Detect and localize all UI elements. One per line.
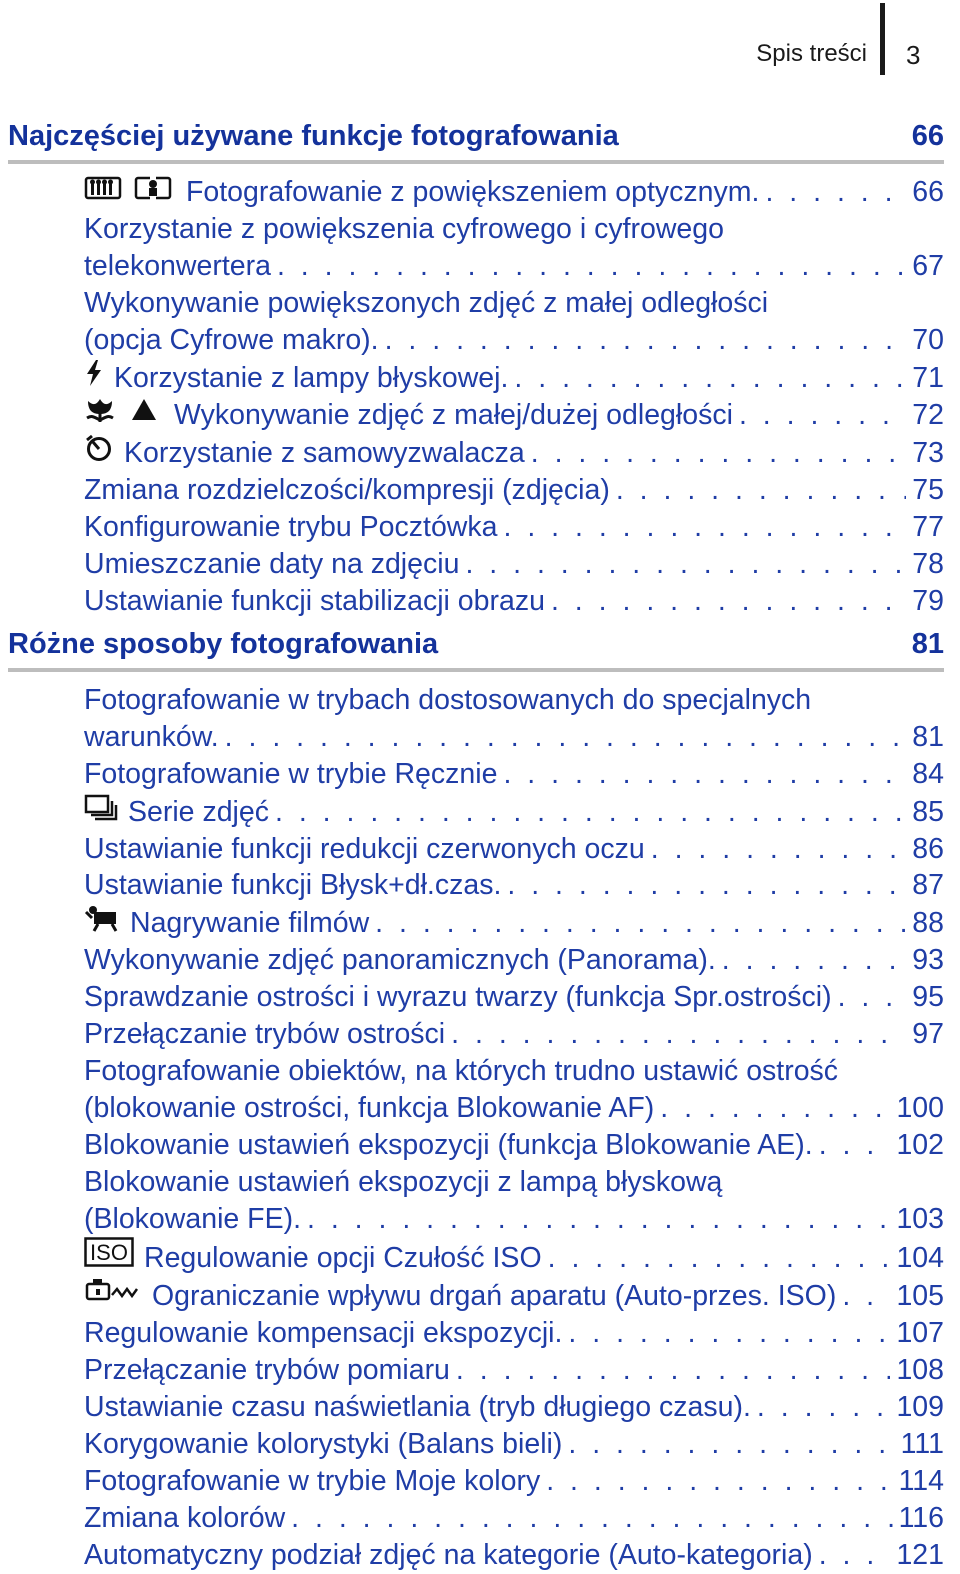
toc-entry-page-number: 105 (896, 1280, 944, 1313)
svg-text:ISO: ISO (90, 1240, 128, 1266)
zoom-tele-wide-icon (84, 175, 176, 201)
dot-leader (277, 248, 906, 285)
page-number: 3 (906, 40, 921, 70)
toc-entry[interactable] (84, 434, 944, 472)
movie-icon (84, 904, 120, 932)
toc-entry[interactable] (84, 682, 944, 756)
toc-entry-row (84, 472, 944, 509)
toc-entry-title: warunków. (84, 720, 219, 753)
dot-leader (385, 322, 907, 359)
dot-leader (568, 1315, 890, 1352)
toc-entry-page-number: 70 (912, 323, 944, 356)
toc-entry-row (84, 546, 944, 583)
dot-leader (765, 174, 906, 211)
toc-entry-row (84, 867, 944, 904)
dot-leader (465, 546, 906, 583)
toc-entry-page-number: 100 (896, 1091, 944, 1124)
toc-entry-title: Przełączanie trybów ostrości (84, 1018, 446, 1051)
toc-entry[interactable] (84, 831, 944, 868)
toc-entry-page-number: 87 (912, 869, 944, 902)
shake-reduction-icon (84, 1277, 142, 1305)
toc-entry-list (84, 682, 944, 1574)
toc-entry-row (84, 1352, 944, 1389)
toc-entry-page-number: 77 (912, 511, 944, 544)
toc-entry[interactable] (84, 396, 944, 434)
continuous-shooting-icon (84, 793, 118, 821)
dot-leader (819, 1127, 891, 1164)
dot-leader (739, 397, 906, 434)
dot-leader (757, 1389, 891, 1426)
toc-entry-page-number: 93 (912, 944, 944, 977)
dot-leader (307, 1201, 890, 1238)
toc-entry-page-number: 108 (896, 1354, 944, 1387)
toc-entry[interactable] (84, 867, 944, 904)
toc-entry[interactable] (84, 1500, 944, 1537)
toc-entry-title: Wykonywanie zdjęć z małej/dużej odległości (174, 399, 733, 432)
toc-entry-title: (Blokowanie FE). (84, 1202, 301, 1235)
section-page-number: 66 (911, 120, 944, 152)
toc-entry-title: telekonwertera (84, 249, 271, 282)
toc-entry-row (84, 756, 944, 793)
section-page-number: 81 (911, 627, 944, 660)
toc-entry-title: Korygowanie kolorystyki (Balans bieli) (84, 1428, 563, 1460)
dot-leader (546, 1463, 892, 1500)
iso-icon (84, 1237, 134, 1267)
toc-entry-title: Regulowanie kompensacji ekspozycji. (84, 1317, 563, 1350)
dot-leader (514, 360, 906, 397)
dot-leader (275, 794, 906, 831)
toc-entry-page-number: 97 (912, 1018, 944, 1051)
toc-entry[interactable] (84, 359, 944, 397)
dot-leader (548, 1240, 891, 1277)
toc-entry[interactable] (84, 1053, 944, 1127)
toc-entry-page-number: 86 (912, 832, 944, 865)
toc-entry-title: Fotografowanie z powiększeniem optycznym. (186, 176, 760, 208)
toc-entry-title: (blokowanie ostrości, funkcja Blokowanie AF) (84, 1091, 655, 1124)
toc-entry-row (84, 174, 944, 211)
toc-entry[interactable] (84, 1352, 944, 1389)
toc-entry-row (84, 942, 944, 979)
toc-entry-row (84, 1016, 944, 1053)
dot-leader (651, 831, 907, 868)
toc-entry-page-number: 79 (912, 584, 944, 617)
dot-leader (568, 1426, 894, 1463)
toc-entry-page-number: 75 (912, 474, 944, 507)
toc-entry-page-number: 104 (896, 1242, 944, 1275)
toc-entry-row (84, 793, 944, 831)
page-header (0, 0, 960, 90)
toc-entry-title: Korzystanie z lampy błyskowej. (114, 361, 509, 394)
toc-entry-page-number: 107 (896, 1317, 944, 1350)
toc-entry[interactable] (84, 756, 944, 793)
toc-entry-title: Ustawianie funkcji Błysk+dł.czas. (84, 869, 502, 902)
toc-entry-row (84, 583, 944, 620)
toc-entry-row (84, 1237, 944, 1277)
dot-leader (503, 509, 906, 546)
toc-entry[interactable] (84, 285, 944, 359)
toc-entry-title-line: Wykonywanie powiększonych zdjęć z małej odległości (84, 286, 769, 319)
dot-leader (531, 435, 907, 472)
toc-entry-row (84, 831, 944, 868)
toc-entry-row (84, 248, 944, 285)
dot-leader (503, 756, 906, 793)
toc-entry-row (84, 979, 944, 1016)
dot-leader (375, 905, 906, 942)
toc-entry-row (84, 1201, 944, 1238)
toc-entry[interactable] (84, 793, 944, 831)
toc-entry[interactable] (84, 211, 944, 285)
toc-entry[interactable] (84, 472, 944, 509)
toc-entry-page-number: 71 (912, 361, 944, 394)
toc-entry-page-number: 67 (912, 249, 944, 282)
toc-entry-row (84, 1090, 944, 1127)
dot-leader (616, 472, 906, 509)
toc-entry-title: Fotografowanie w trybie Ręcznie (84, 757, 498, 790)
toc-entry-page-number: 121 (896, 1538, 944, 1571)
toc-entry-row (84, 1537, 944, 1574)
toc-entry-title: Automatyczny podział zdjęć na kategorie (Auto-kategoria) (84, 1538, 813, 1571)
toc-entry-title: Wykonywanie zdjęć panoramicznych (Panorama). (84, 944, 716, 977)
toc-entry-row (84, 396, 944, 434)
toc-entry[interactable] (84, 904, 944, 942)
dot-leader (551, 583, 906, 620)
toc-entry-row (84, 322, 944, 359)
section-heading[interactable] (8, 118, 944, 164)
toc-entry[interactable] (84, 1277, 944, 1315)
dot-leader (507, 867, 906, 904)
toc-entry-title-line: Fotografowanie obiektów, na których trudno ustawić ostrość (84, 1054, 839, 1087)
toc-entry-page-number: 84 (912, 757, 944, 790)
dot-leader (456, 1352, 891, 1389)
section-heading[interactable] (8, 626, 944, 672)
toc-entry[interactable] (84, 1389, 944, 1426)
dot-leader (838, 979, 907, 1016)
toc-entry[interactable] (84, 942, 944, 979)
toc-entry-title: Blokowanie ustawień ekspozycji (funkcja Blokowanie AE). (84, 1128, 813, 1161)
toc-entry[interactable] (84, 1237, 944, 1277)
toc-entry-page-number: 81 (912, 720, 944, 753)
toc-entry[interactable] (84, 1463, 944, 1500)
toc-entry-row (84, 1500, 944, 1537)
toc-entry-row (84, 434, 944, 472)
toc-entry-page-number: 85 (912, 795, 944, 828)
self-timer-icon (84, 434, 114, 462)
table-of-contents (0, 118, 960, 1574)
toc-entry-title-line: Fotografowanie w trybach dostosowanych do specjalnych (84, 683, 812, 716)
toc-entry-row (84, 1426, 944, 1463)
toc-entry[interactable] (84, 1127, 944, 1164)
toc-entry-title: Zmiana kolorów (84, 1501, 286, 1534)
section-title: Różne sposoby fotografowania (8, 627, 439, 660)
flash-icon (84, 359, 104, 387)
dot-leader (291, 1500, 892, 1537)
toc-entry-row (84, 1277, 944, 1315)
toc-entry[interactable] (84, 979, 944, 1016)
toc-entry-page-number: 73 (912, 437, 944, 470)
toc-entry-row (84, 509, 944, 546)
toc-entry-title: Serie zdjęć (128, 795, 269, 828)
toc-entry-title: Przełączanie trybów pomiaru (84, 1354, 450, 1387)
dot-leader (819, 1537, 891, 1574)
toc-entry-title: Regulowanie opcji Czułość ISO (144, 1242, 542, 1275)
running-header-title: Spis treści (756, 40, 867, 67)
toc-entry-list (84, 174, 944, 620)
dot-leader (660, 1090, 890, 1127)
toc-entry-title: Fotografowanie w trybie Moje kolory (84, 1464, 541, 1497)
toc-entry-page-number: 103 (896, 1202, 944, 1235)
toc-entry-page-number: 88 (912, 907, 944, 940)
toc-entry-row (84, 1463, 944, 1500)
toc-entry-page-number: 72 (912, 399, 944, 432)
header-divider (880, 3, 885, 75)
toc-entry[interactable] (84, 174, 944, 211)
toc-entry-row (84, 719, 944, 756)
toc-entry-page-number: 116 (898, 1501, 944, 1534)
toc-entry-title: (opcja Cyfrowe makro). (84, 323, 379, 356)
toc-entry[interactable] (84, 509, 944, 546)
toc-entry-row (84, 1315, 944, 1352)
toc-entry-title: Umieszczanie daty na zdjęciu (84, 548, 460, 581)
toc-entry-page-number: 111 (900, 1428, 944, 1460)
toc-entry[interactable] (84, 546, 944, 583)
toc-entry-row (84, 904, 944, 942)
toc-entry[interactable] (84, 1164, 944, 1238)
toc-entry-title: Nagrywanie filmów (130, 907, 370, 940)
dot-leader (722, 942, 907, 979)
toc-entry-title-line: Korzystanie z powiększenia cyfrowego i cyfrowego (84, 212, 724, 245)
dot-leader (225, 719, 907, 756)
toc-entry[interactable] (84, 1537, 944, 1574)
toc-entry[interactable] (84, 583, 944, 620)
dot-leader (451, 1016, 906, 1053)
macro-infinity-icon (84, 396, 164, 424)
toc-entry-title: Ustawianie funkcji redukcji czerwonych oczu (84, 832, 645, 865)
toc-entry-title: Ustawianie funkcji stabilizacji obrazu (84, 584, 545, 617)
toc-entry-title-line: Blokowanie ustawień ekspozycji z lampą błyskową (84, 1165, 723, 1198)
toc-entry-title: Konfigurowanie trybu Pocztówka (84, 511, 498, 544)
toc-entry-page-number: 78 (912, 548, 944, 581)
toc-entry-row (84, 359, 944, 397)
dot-leader (842, 1278, 890, 1315)
toc-entry-title: Korzystanie z samowyzwalacza (124, 437, 525, 470)
toc-entry-title: Ustawianie czasu naświetlania (tryb długiego czasu). (84, 1391, 751, 1424)
toc-entry-page-number: 109 (896, 1391, 944, 1424)
toc-entry-page-number: 114 (898, 1464, 944, 1497)
toc-entry-title: Ograniczanie wpływu drgań aparatu (Auto-przes. ISO) (152, 1280, 837, 1313)
toc-entry[interactable] (84, 1426, 944, 1463)
toc-entry-row (84, 1127, 944, 1164)
section-title: Najczęściej używane funkcje fotografowania (8, 120, 619, 152)
toc-entry-row (84, 1389, 944, 1426)
toc-entry-title: Sprawdzanie ostrości i wyrazu twarzy (funkcja Spr.ostrości) (84, 981, 832, 1014)
toc-entry-page-number: 102 (896, 1128, 944, 1161)
toc-entry-page-number: 66 (912, 176, 944, 208)
toc-entry[interactable] (84, 1315, 944, 1352)
toc-entry-page-number: 95 (912, 981, 944, 1014)
toc-entry-title: Zmiana rozdzielczości/kompresji (zdjęcia) (84, 474, 610, 507)
toc-entry[interactable] (84, 1016, 944, 1053)
